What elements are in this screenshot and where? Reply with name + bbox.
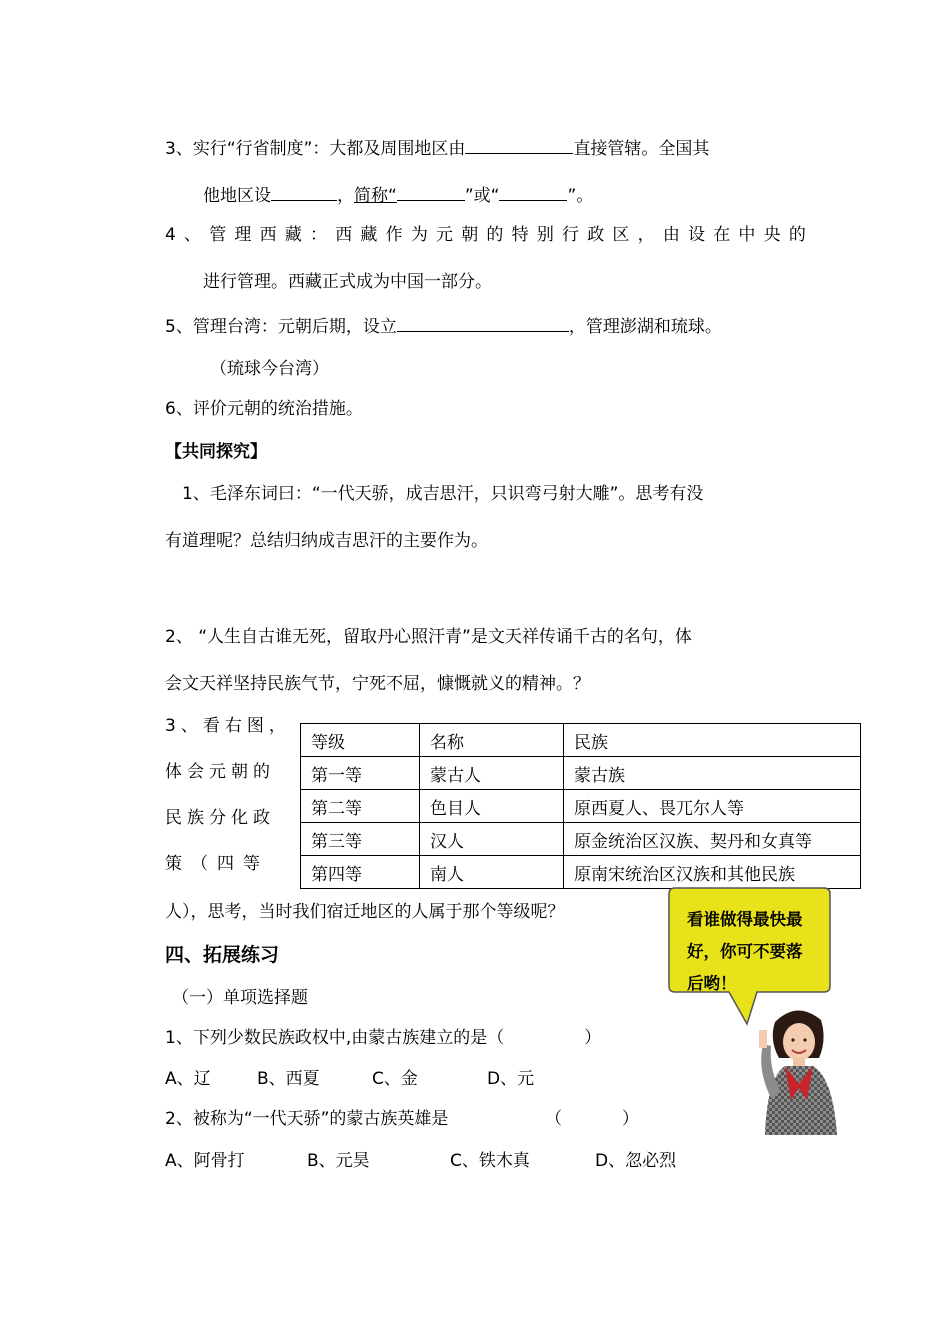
item5-text-a: 5、管理台湾：元朝后期，设立 (165, 317, 397, 337)
choice-q1-option-c[interactable]: C、金 (372, 1069, 418, 1089)
grade-table (300, 723, 861, 889)
section4-heading: 四、拓展练习 (165, 944, 280, 966)
choice-q1-option-d[interactable]: D、元 (487, 1069, 535, 1089)
item4-line2: 进行管理。西藏正式成为中国一部分。 (203, 272, 492, 292)
item3-text-d: ， (337, 186, 354, 206)
explore-q3-line4: 策（四等 (165, 854, 269, 874)
table-row (301, 856, 861, 889)
item3-line1 (165, 135, 709, 160)
choice-q1-option-a[interactable]: A、辽 (165, 1069, 211, 1089)
explore-q3-line1: 3、看右图， (165, 716, 291, 736)
choice-q1 (165, 1027, 601, 1049)
table-row (301, 823, 861, 856)
table-cell: 汉人 (420, 823, 564, 856)
item3-blank-1[interactable] (465, 135, 573, 154)
choice-q1-close: ） (584, 1028, 602, 1048)
table-cell: 原南宋统治区汉族和其他民族 (564, 856, 861, 889)
item4-line1: 4、管理西藏：西藏作为元朝的特别行政区，由设在中央的 (165, 225, 815, 245)
item5-note: （琉球今台湾） (210, 359, 329, 379)
table-cell: 第三等 (301, 823, 420, 856)
item3-blank-3[interactable] (397, 182, 465, 201)
table-header-cell: 名称 (420, 724, 564, 757)
item3-text-b: 直接管辖。全国其 (573, 139, 710, 159)
choice-q2-option-d[interactable]: D、忽必烈 (595, 1151, 677, 1171)
explore-heading: 【共同探究】 (165, 442, 267, 462)
item3-text-g: ”。 (567, 186, 594, 206)
table-cell: 原金统治区汉族、契丹和女真等 (564, 823, 861, 856)
item5-text-b: ，管理澎湖和琉球。 (568, 317, 722, 337)
teacher-figure-illustration (745, 1000, 850, 1135)
table-header-cell: 民族 (564, 724, 861, 757)
choice-q2 (165, 1108, 448, 1130)
explore-q1-line1: 1、毛泽东词曰：“一代天骄，成吉思汗，只识弯弓射大雕”。思考有没 (182, 484, 704, 504)
item3-blank-2[interactable] (271, 182, 337, 201)
table-cell: 南人 (420, 856, 564, 889)
section4-subheading: （一）单项选择题 (172, 988, 308, 1008)
choice-q2-option-c[interactable]: C、铁木真 (450, 1151, 530, 1171)
explore-q1-line2: 有道理呢？总结归纳成吉思汗的主要作为。 (165, 531, 488, 551)
choice-q1-text: 1、下列少数民族政权中,由蒙古族建立的是（ (165, 1028, 505, 1048)
choice-q2-option-a[interactable]: A、阿骨打 (165, 1151, 245, 1171)
table-cell: 第一等 (301, 757, 420, 790)
item3-text-a: 3、实行“行省制度”：大都及周围地区由 (165, 139, 466, 159)
choice-q2-option-b[interactable]: B、元昊 (307, 1151, 370, 1171)
item5-line1 (165, 313, 722, 338)
explore-q3-line3: 民族分化政 (165, 808, 275, 828)
table-cell: 第二等 (301, 790, 420, 823)
table-row (301, 757, 861, 790)
table-cell: 第四等 (301, 856, 420, 889)
table-cell: 蒙古族 (564, 757, 861, 790)
choice-q2-paren-open[interactable]: （ (545, 1109, 562, 1129)
explore-q2-line1: 2、 “人生自古谁无死，留取丹心照汗青”是文天祥传诵千古的名句，体 (165, 627, 692, 647)
table-header-row (301, 724, 861, 757)
explore-q3-last: 人），思考，当时我们宿迁地区的人属于那个等级呢？ (165, 902, 565, 922)
item3-text-f: ”或“ (464, 186, 500, 206)
table-row (301, 790, 861, 823)
choice-q2-text: 2、被称为“一代天骄”的蒙古族英雄是 (165, 1109, 449, 1129)
item3-blank-4[interactable] (499, 182, 567, 201)
item3-text-e: 简称“ (354, 186, 397, 206)
choice-q2-paren-close: ） (622, 1109, 639, 1129)
table-cell: 色目人 (420, 790, 564, 823)
explore-q3-line2: 体会元朝的 (165, 762, 275, 782)
explore-q2-line2: 会文天祥坚持民族气节，宁死不屈，慷慨就义的精神。？ (165, 674, 590, 694)
speech-bubble-text: 看谁做得最快最好，你可不要落后哟！ (687, 910, 803, 993)
table-header-cell: 等级 (301, 724, 420, 757)
item6: 6、评价元朝的统治措施。 (165, 399, 363, 419)
choice-q1-option-b[interactable]: B、西夏 (257, 1069, 320, 1089)
item3-line2 (203, 182, 593, 207)
table-cell: 蒙古人 (420, 757, 564, 790)
table-cell: 原西夏人、畏兀尔人等 (564, 790, 861, 823)
item5-blank[interactable] (397, 313, 569, 332)
item3-text-c: 他地区设 (203, 186, 271, 206)
